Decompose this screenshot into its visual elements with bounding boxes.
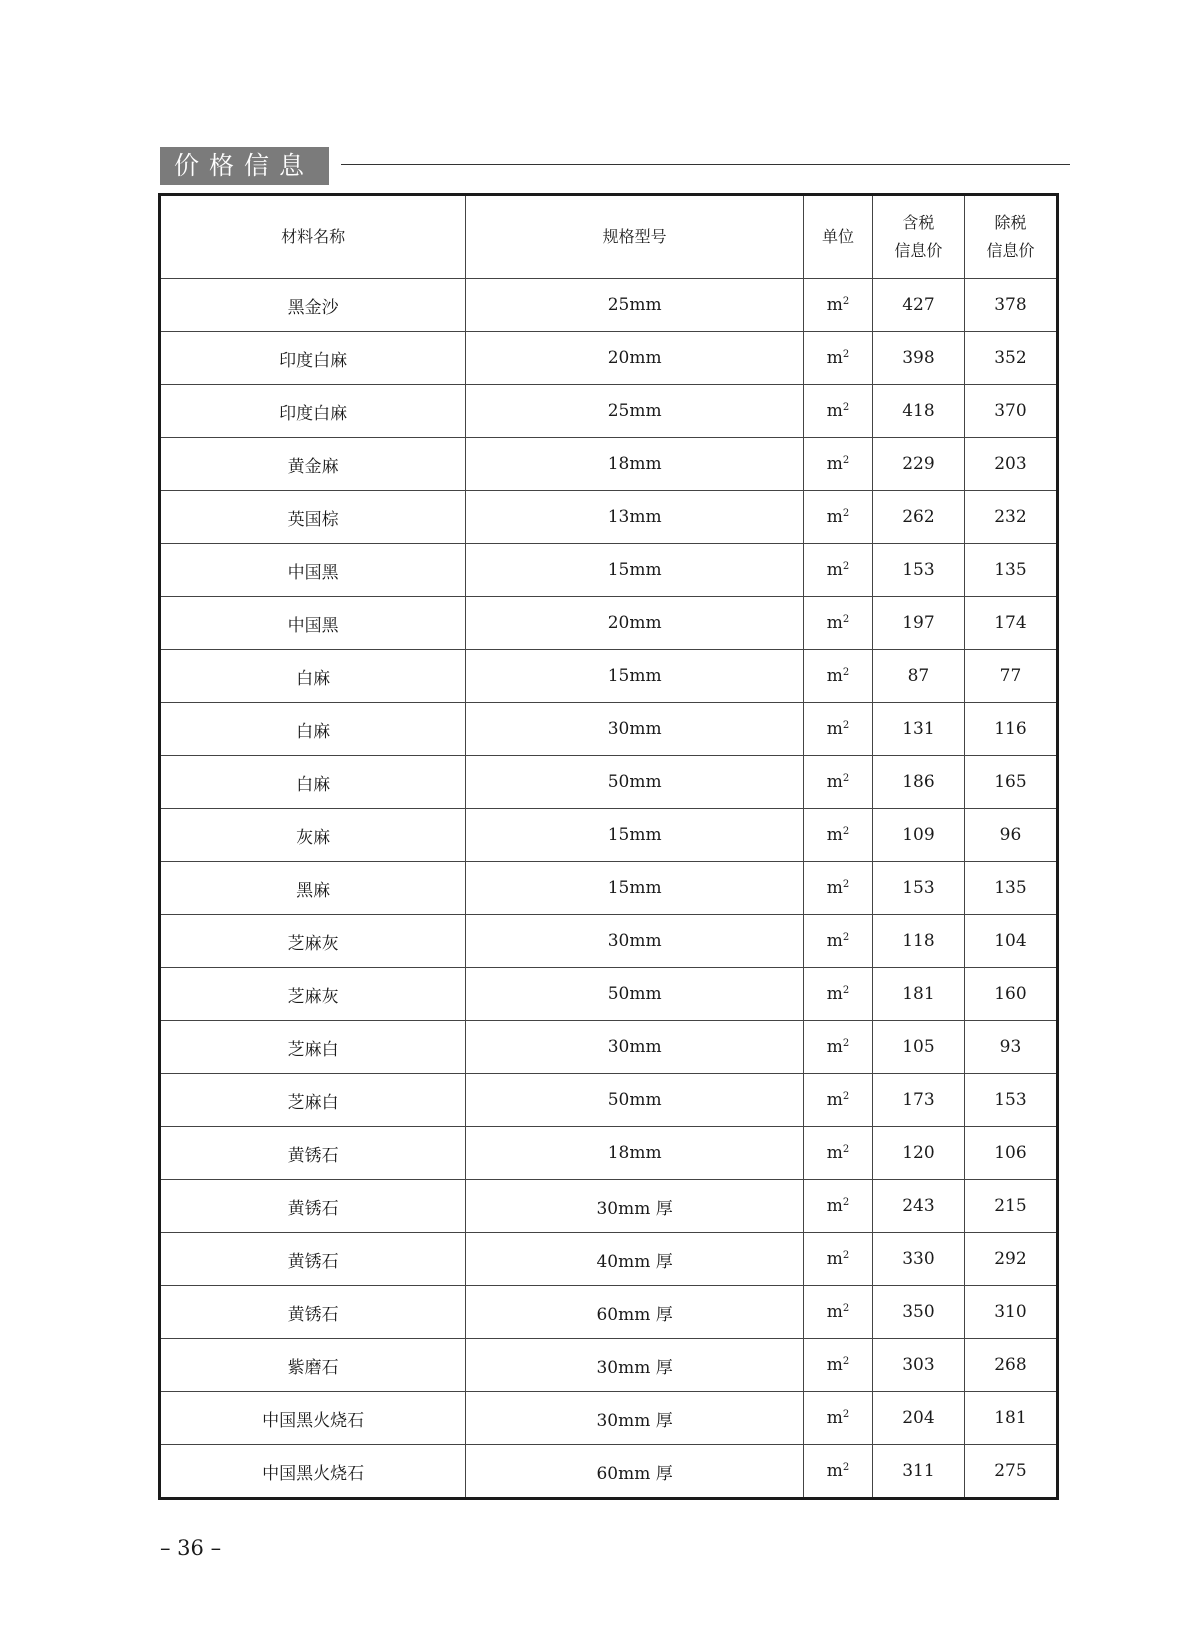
- unit-cell: [803, 915, 872, 968]
- unit-base: m: [826, 1090, 843, 1110]
- table-row: [160, 1445, 1058, 1499]
- material-name-cell: 白麻: [160, 756, 466, 809]
- price-excl-tax-cell: 275: [964, 1445, 1057, 1499]
- unit-base: m: [826, 719, 843, 739]
- price-incl-tax-cell: 109: [872, 809, 964, 862]
- unit-base: m: [826, 984, 843, 1004]
- unit-cell: [803, 279, 872, 332]
- unit-base: m: [826, 454, 843, 474]
- table-row: [160, 1021, 1058, 1074]
- table-row: [160, 968, 1058, 1021]
- unit-exponent: 2: [842, 826, 850, 837]
- spec-cell: 30mm 厚: [466, 1392, 804, 1445]
- spec-cell: 25mm: [466, 385, 804, 438]
- unit-exponent: 2: [842, 1462, 850, 1473]
- spec-cell: 50mm: [466, 756, 804, 809]
- unit-base: m: [826, 348, 843, 368]
- price-excl-tax-cell: 370: [964, 385, 1057, 438]
- section-header: [160, 147, 1070, 185]
- header-price-incl-tax-line2: 信息价: [894, 241, 943, 260]
- unit-exponent: 2: [842, 932, 850, 943]
- unit-exponent: 2: [842, 508, 850, 519]
- unit-cell: [803, 385, 872, 438]
- spec-cell: 50mm: [466, 968, 804, 1021]
- spec-cell: 15mm: [466, 544, 804, 597]
- unit-exponent: 2: [842, 1144, 850, 1155]
- header-price-excl-tax-line1: 除税: [994, 213, 1027, 232]
- table-row: [160, 597, 1058, 650]
- price-incl-tax-cell: 181: [872, 968, 964, 1021]
- table-row: [160, 1339, 1058, 1392]
- section-title: 价格信息: [160, 147, 329, 185]
- material-name-cell: 黄锈石: [160, 1180, 466, 1233]
- price-incl-tax-cell: 153: [872, 862, 964, 915]
- material-name-cell: 白麻: [160, 650, 466, 703]
- unit-base: m: [826, 772, 843, 792]
- spec-cell: 20mm: [466, 597, 804, 650]
- table-row: [160, 279, 1058, 332]
- price-incl-tax-cell: 173: [872, 1074, 964, 1127]
- material-name-cell: 芝麻灰: [160, 968, 466, 1021]
- table-body: [160, 279, 1058, 1499]
- unit-base: m: [826, 507, 843, 527]
- header-price-incl-tax: [872, 195, 964, 279]
- unit-exponent: 2: [842, 1303, 850, 1314]
- material-name-cell: 芝麻灰: [160, 915, 466, 968]
- price-excl-tax-cell: 135: [964, 862, 1057, 915]
- table-row: [160, 915, 1058, 968]
- price-excl-tax-cell: 77: [964, 650, 1057, 703]
- unit-cell: [803, 756, 872, 809]
- price-excl-tax-cell: 160: [964, 968, 1057, 1021]
- table-row: [160, 1074, 1058, 1127]
- table-row: [160, 1180, 1058, 1233]
- spec-cell: 60mm 厚: [466, 1286, 804, 1339]
- unit-exponent: 2: [842, 1250, 850, 1261]
- header-price-excl-tax: [964, 195, 1057, 279]
- price-incl-tax-cell: 87: [872, 650, 964, 703]
- price-incl-tax-cell: 427: [872, 279, 964, 332]
- table-row: [160, 438, 1058, 491]
- material-name-cell: 灰麻: [160, 809, 466, 862]
- unit-cell: [803, 491, 872, 544]
- unit-base: m: [826, 1302, 843, 1322]
- header-material-name: 材料名称: [160, 195, 466, 279]
- unit-exponent: 2: [842, 561, 850, 572]
- material-name-cell: 芝麻白: [160, 1074, 466, 1127]
- table-row: [160, 1392, 1058, 1445]
- unit-base: m: [826, 666, 843, 686]
- material-name-cell: 紫磨石: [160, 1339, 466, 1392]
- spec-cell: 30mm 厚: [466, 1339, 804, 1392]
- unit-base: m: [826, 931, 843, 951]
- table-header-row: [160, 195, 1058, 279]
- spec-cell: 40mm 厚: [466, 1233, 804, 1286]
- price-excl-tax-cell: 203: [964, 438, 1057, 491]
- price-incl-tax-cell: 350: [872, 1286, 964, 1339]
- price-incl-tax-cell: 118: [872, 915, 964, 968]
- price-excl-tax-cell: 232: [964, 491, 1057, 544]
- unit-base: m: [826, 1249, 843, 1269]
- price-excl-tax-cell: 153: [964, 1074, 1057, 1127]
- table-row: [160, 332, 1058, 385]
- unit-exponent: 2: [842, 985, 850, 996]
- unit-cell: [803, 544, 872, 597]
- material-name-cell: 白麻: [160, 703, 466, 756]
- table-row: [160, 756, 1058, 809]
- spec-cell: 15mm: [466, 862, 804, 915]
- unit-cell: [803, 1392, 872, 1445]
- unit-cell: [803, 862, 872, 915]
- table-row: [160, 385, 1058, 438]
- unit-cell: [803, 1339, 872, 1392]
- price-excl-tax-cell: 174: [964, 597, 1057, 650]
- unit-cell: [803, 968, 872, 1021]
- unit-exponent: 2: [842, 1409, 850, 1420]
- price-excl-tax-cell: 181: [964, 1392, 1057, 1445]
- material-name-cell: 黄锈石: [160, 1233, 466, 1286]
- unit-exponent: 2: [842, 614, 850, 625]
- price-incl-tax-cell: 153: [872, 544, 964, 597]
- price-incl-tax-cell: 186: [872, 756, 964, 809]
- price-incl-tax-cell: 311: [872, 1445, 964, 1499]
- unit-exponent: 2: [842, 1091, 850, 1102]
- material-name-cell: 英国棕: [160, 491, 466, 544]
- price-excl-tax-cell: 268: [964, 1339, 1057, 1392]
- unit-exponent: 2: [842, 349, 850, 360]
- unit-exponent: 2: [842, 667, 850, 678]
- spec-cell: 18mm: [466, 1127, 804, 1180]
- spec-cell: 13mm: [466, 491, 804, 544]
- unit-cell: [803, 1021, 872, 1074]
- unit-exponent: 2: [842, 1356, 850, 1367]
- unit-cell: [803, 703, 872, 756]
- spec-cell: 30mm: [466, 915, 804, 968]
- unit-base: m: [826, 1355, 843, 1375]
- table-row: [160, 1286, 1058, 1339]
- price-incl-tax-cell: 120: [872, 1127, 964, 1180]
- unit-base: m: [826, 1143, 843, 1163]
- unit-cell: [803, 438, 872, 491]
- spec-cell: 30mm 厚: [466, 1180, 804, 1233]
- price-excl-tax-cell: 215: [964, 1180, 1057, 1233]
- unit-base: m: [826, 295, 843, 315]
- table-row: [160, 491, 1058, 544]
- price-incl-tax-cell: 229: [872, 438, 964, 491]
- table-row: [160, 862, 1058, 915]
- unit-base: m: [826, 1408, 843, 1428]
- unit-exponent: 2: [842, 1197, 850, 1208]
- price-excl-tax-cell: 310: [964, 1286, 1057, 1339]
- material-name-cell: 芝麻白: [160, 1021, 466, 1074]
- price-excl-tax-cell: 352: [964, 332, 1057, 385]
- price-excl-tax-cell: 93: [964, 1021, 1057, 1074]
- unit-exponent: 2: [842, 773, 850, 784]
- spec-cell: 15mm: [466, 650, 804, 703]
- material-name-cell: 中国黑: [160, 544, 466, 597]
- table-row: [160, 703, 1058, 756]
- unit-cell: [803, 1286, 872, 1339]
- unit-cell: [803, 1233, 872, 1286]
- spec-cell: 50mm: [466, 1074, 804, 1127]
- material-name-cell: 黄金麻: [160, 438, 466, 491]
- price-incl-tax-cell: 204: [872, 1392, 964, 1445]
- price-incl-tax-cell: 330: [872, 1233, 964, 1286]
- spec-cell: 30mm: [466, 703, 804, 756]
- material-name-cell: 黄锈石: [160, 1127, 466, 1180]
- table-row: [160, 650, 1058, 703]
- unit-cell: [803, 1445, 872, 1499]
- page-number: – 36 –: [160, 1536, 222, 1560]
- price-incl-tax-cell: 398: [872, 332, 964, 385]
- price-excl-tax-cell: 106: [964, 1127, 1057, 1180]
- spec-cell: 20mm: [466, 332, 804, 385]
- material-name-cell: 黑麻: [160, 862, 466, 915]
- unit-cell: [803, 1127, 872, 1180]
- price-excl-tax-cell: 104: [964, 915, 1057, 968]
- unit-base: m: [826, 878, 843, 898]
- price-incl-tax-cell: 262: [872, 491, 964, 544]
- unit-cell: [803, 1180, 872, 1233]
- material-name-cell: 印度白麻: [160, 332, 466, 385]
- material-name-cell: 黑金沙: [160, 279, 466, 332]
- table-row: [160, 809, 1058, 862]
- unit-exponent: 2: [842, 455, 850, 466]
- unit-cell: [803, 332, 872, 385]
- spec-cell: 30mm: [466, 1021, 804, 1074]
- price-excl-tax-cell: 292: [964, 1233, 1057, 1286]
- price-incl-tax-cell: 243: [872, 1180, 964, 1233]
- spec-cell: 25mm: [466, 279, 804, 332]
- price-incl-tax-cell: 197: [872, 597, 964, 650]
- header-unit: 单位: [803, 195, 872, 279]
- price-table: [158, 193, 1059, 1500]
- unit-exponent: 2: [842, 720, 850, 731]
- section-divider: [341, 164, 1070, 165]
- header-spec-model: 规格型号: [466, 195, 804, 279]
- material-name-cell: 中国黑: [160, 597, 466, 650]
- price-incl-tax-cell: 105: [872, 1021, 964, 1074]
- header-price-excl-tax-line2: 信息价: [986, 241, 1035, 260]
- price-incl-tax-cell: 131: [872, 703, 964, 756]
- spec-cell: 15mm: [466, 809, 804, 862]
- price-excl-tax-cell: 96: [964, 809, 1057, 862]
- material-name-cell: 中国黑火烧石: [160, 1392, 466, 1445]
- table-row: [160, 1233, 1058, 1286]
- price-incl-tax-cell: 418: [872, 385, 964, 438]
- table-row: [160, 1127, 1058, 1180]
- price-excl-tax-cell: 135: [964, 544, 1057, 597]
- unit-base: m: [826, 1461, 843, 1481]
- material-name-cell: 印度白麻: [160, 385, 466, 438]
- unit-exponent: 2: [842, 1038, 850, 1049]
- header-price-incl-tax-line1: 含税: [902, 213, 935, 232]
- unit-cell: [803, 597, 872, 650]
- price-excl-tax-cell: 378: [964, 279, 1057, 332]
- table-row: [160, 544, 1058, 597]
- unit-base: m: [826, 560, 843, 580]
- price-excl-tax-cell: 165: [964, 756, 1057, 809]
- unit-base: m: [826, 1196, 843, 1216]
- unit-base: m: [826, 613, 843, 633]
- material-name-cell: 黄锈石: [160, 1286, 466, 1339]
- unit-cell: [803, 809, 872, 862]
- unit-base: m: [826, 1037, 843, 1057]
- spec-cell: 60mm 厚: [466, 1445, 804, 1499]
- unit-cell: [803, 650, 872, 703]
- unit-base: m: [826, 825, 843, 845]
- price-excl-tax-cell: 116: [964, 703, 1057, 756]
- price-incl-tax-cell: 303: [872, 1339, 964, 1392]
- spec-cell: 18mm: [466, 438, 804, 491]
- unit-cell: [803, 1074, 872, 1127]
- unit-exponent: 2: [842, 296, 850, 307]
- unit-exponent: 2: [842, 879, 850, 890]
- unit-base: m: [826, 401, 843, 421]
- unit-exponent: 2: [842, 402, 850, 413]
- material-name-cell: 中国黑火烧石: [160, 1445, 466, 1499]
